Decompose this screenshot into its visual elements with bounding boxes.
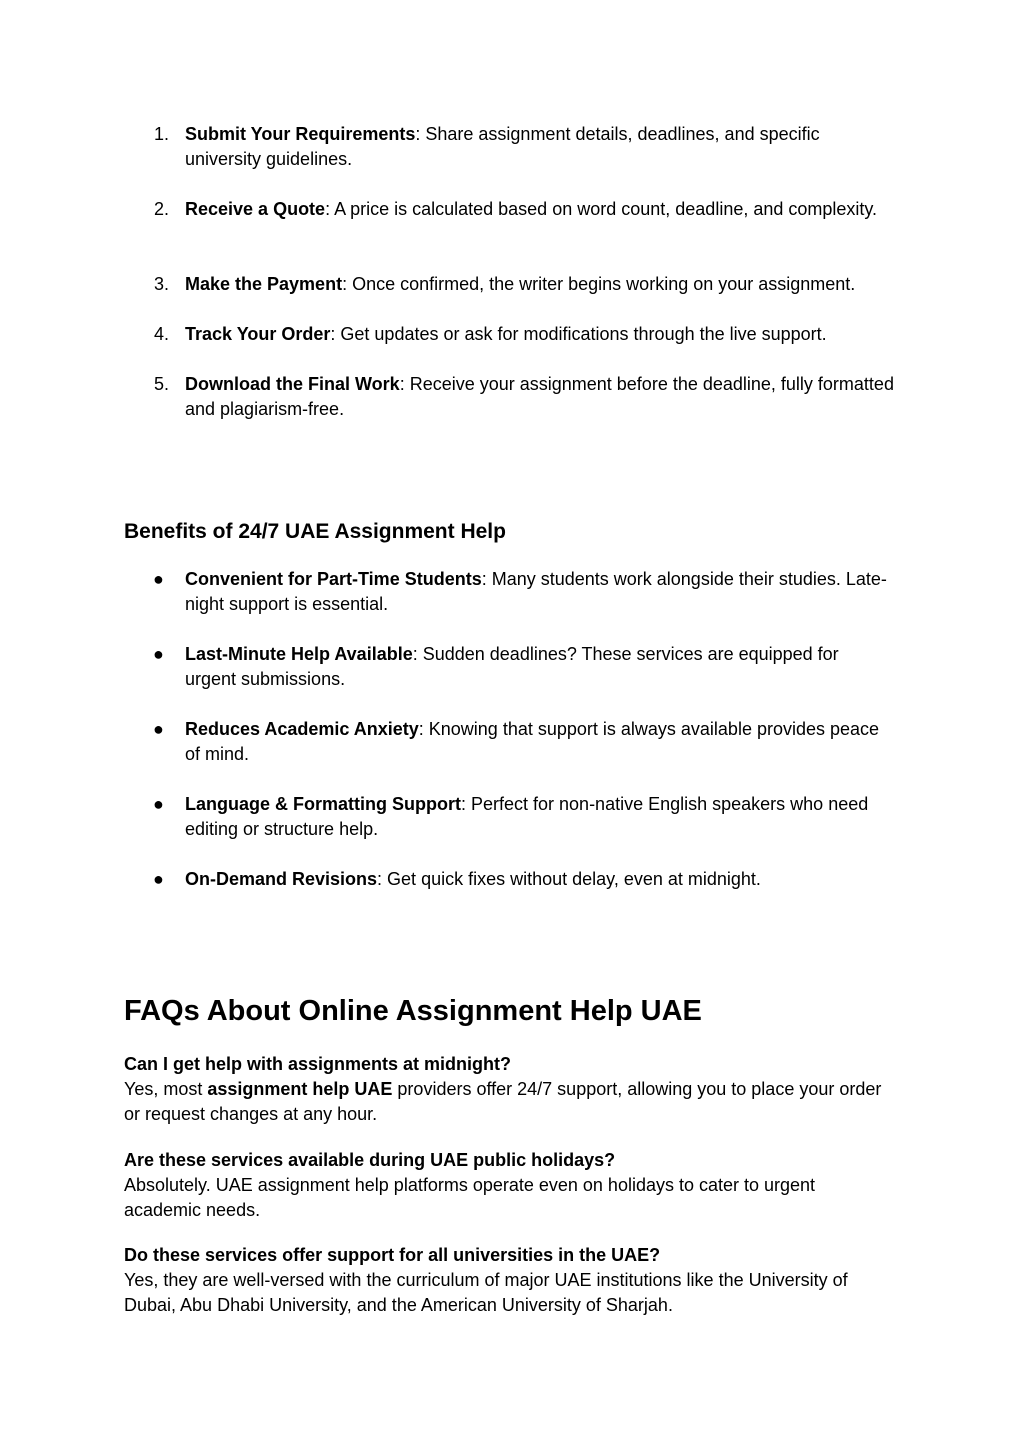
faq-question: Can I get help with assignments at midnight? — [124, 1054, 512, 1074]
step-item-4 — [124, 322, 894, 347]
faq-answer-text: Yes, most — [124, 1079, 208, 1099]
faq-answer-keyword: assignment help UAE — [207, 1079, 393, 1099]
step-number: 2. — [154, 199, 170, 219]
step-title: Track Your Order — [185, 324, 331, 344]
step-text: : Get updates or ask for modifications through the live support. — [330, 324, 827, 344]
step-title: Download the Final Work — [185, 374, 400, 394]
benefit-text: : Perfect for non-native English speakers who need editing or structure help. — [185, 794, 869, 839]
benefit-title: On-Demand Revisions — [185, 869, 378, 889]
benefit-title: Last-Minute Help Available — [185, 644, 413, 664]
benefit-item-4 — [124, 792, 894, 842]
faq-answer-text: providers offer 24/7 support, allowing you to place your order or request changes at any hour. — [124, 1079, 882, 1124]
step-number: 1. — [154, 124, 170, 144]
benefits-heading: Benefits of 24/7 UAE Assignment Help — [124, 520, 506, 543]
faqs-heading: FAQs About Online Assignment Help UAE — [124, 995, 702, 1027]
step-text: : A price is calculated based on word count, deadline, and complexity. — [325, 199, 878, 219]
benefit-text: : Get quick fixes without delay, even at midnight. — [377, 869, 761, 889]
faq-item-3 — [124, 1243, 894, 1318]
bullet-icon: ● — [153, 644, 164, 664]
faq-answer — [124, 1268, 894, 1318]
benefit-title: Reduces Academic Anxiety — [185, 719, 419, 739]
step-title: Receive a Quote — [185, 199, 326, 219]
faq-item-1 — [124, 1052, 894, 1127]
benefit-text: : Many students work alongside their studies. Late-night support is essential. — [185, 569, 887, 614]
bullet-icon: ● — [153, 869, 164, 889]
benefit-item-5 — [124, 867, 894, 892]
faq-answer-text: Absolutely. UAE assignment help platforms operate even on holidays to cater to urgent academic needs. — [124, 1175, 816, 1220]
benefit-text: : Sudden deadlines? These services are equipped for urgent submissions. — [185, 644, 839, 689]
benefit-item-3 — [124, 717, 894, 767]
faq-answer — [124, 1077, 894, 1127]
benefit-item-1 — [124, 567, 894, 617]
step-title: Make the Payment — [185, 274, 343, 294]
step-item-2 — [124, 197, 894, 222]
faq-question: Do these services offer support for all universities in the UAE? — [124, 1245, 661, 1265]
step-item-3 — [124, 272, 894, 297]
faq-question: Are these services available during UAE public holidays? — [124, 1150, 616, 1170]
bullet-icon: ● — [153, 719, 164, 739]
benefit-item-2 — [124, 642, 894, 692]
benefit-title: Convenient for Part-Time Students — [185, 569, 482, 589]
bullet-icon: ● — [153, 569, 164, 589]
step-number: 5. — [154, 374, 170, 394]
step-text: : Share assignment details, deadlines, and specific university guidelines. — [185, 124, 820, 169]
step-number: 3. — [154, 274, 170, 294]
faq-answer-text: Yes, they are well-versed with the curriculum of major UAE institutions like the University of Dubai, Abu Dhabi University, and the American University of Sharjah. — [124, 1270, 848, 1315]
faq-item-2 — [124, 1148, 894, 1223]
step-text: : Receive your assignment before the deadline, fully formatted and plagiarism-free. — [185, 374, 894, 419]
step-title: Submit Your Requirements — [185, 124, 416, 144]
step-text: : Once confirmed, the writer begins working on your assignment. — [342, 274, 856, 294]
step-item-1 — [124, 122, 894, 172]
step-item-5 — [124, 372, 894, 422]
benefit-text: : Knowing that support is always available provides peace of mind. — [185, 719, 880, 764]
faq-answer — [124, 1173, 894, 1223]
step-number: 4. — [154, 324, 170, 344]
bullet-icon: ● — [153, 794, 164, 814]
benefit-title: Language & Formatting Support — [185, 794, 461, 814]
